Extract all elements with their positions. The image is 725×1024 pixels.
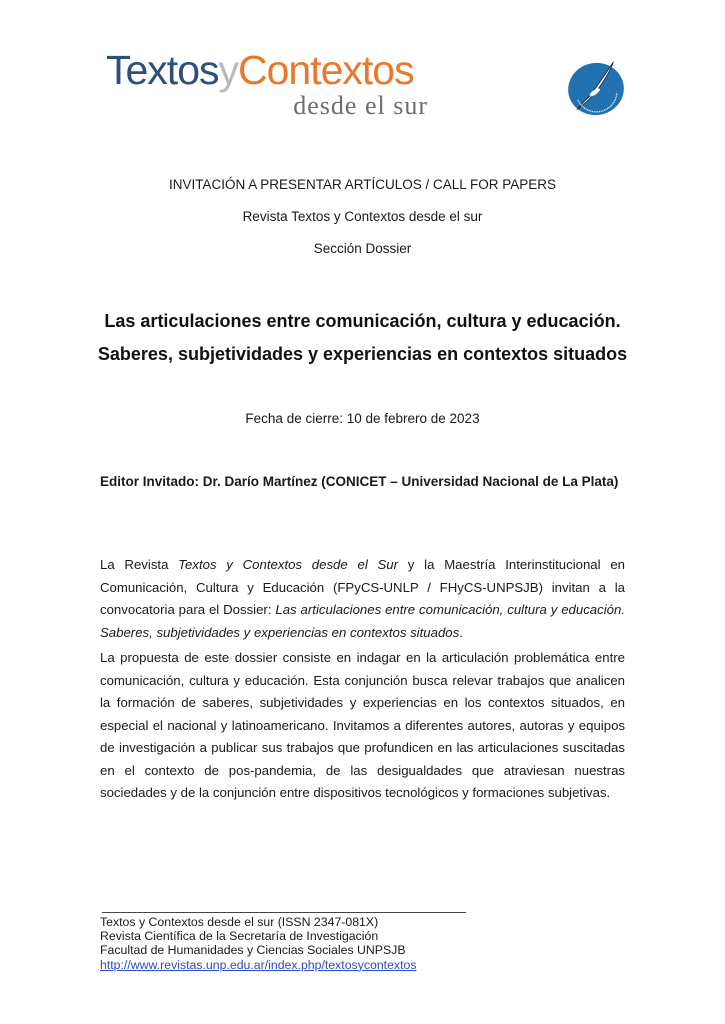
p1-segment-3: y la Maestría Interinstitucional en Comunicación, Cultura y Educación (FPyCS-UNLP / FHyCS-UNPSJB) invitan a la convocatoria para el Dossier: — [100, 557, 625, 617]
journal-logo — [106, 47, 428, 120]
footer-revista-line: Revista Científica de la Secretaría de Investigación — [100, 929, 379, 944]
journal-name-line: Revista Textos y Contextos desde el sur — [242, 209, 483, 224]
footer-block — [100, 915, 416, 972]
p1-segment-5: . — [459, 624, 463, 640]
logo-word-textos: Textos — [106, 47, 219, 93]
journal-url-link[interactable]: http://www.revistas.unp.edu.ar/index.php/textosycontextos — [100, 957, 417, 972]
p1-segment-4-italic: Las articulaciones entre comunicación, cultura y educación. Saberes, subjetividades y experiencias en contextos situados — [100, 602, 625, 640]
footer-facultad-line: Facultad de Humanidades y Ciencias Sociales UNPSJB — [100, 943, 406, 958]
section-dossier-line: Sección Dossier — [313, 241, 412, 256]
deadline-line: Fecha de cierre: 10 de febrero de 2023 — [245, 411, 480, 426]
logo-tagline: desde el sur — [293, 91, 428, 120]
body-paragraph-1 — [100, 554, 625, 644]
footer-divider — [102, 912, 466, 913]
dossier-title: Las articulaciones entre comunicación, cultura y educación. Saberes, subjetividades y experiencias en contextos situados — [97, 311, 628, 364]
footer-issn-line: Textos y Contextos desde el sur (ISSN 2347-081X) — [100, 915, 379, 929]
logo-word-contextos: Contextos — [238, 47, 414, 93]
guest-editor-line: Editor Invitado: Dr. Darío Martínez (CONICET – Universidad Nacional de La Plata) — [100, 474, 619, 489]
call-for-papers-heading: INVITACIÓN A PRESENTAR ARTÍCULOS / CALL FOR PAPERS — [168, 177, 557, 192]
body-paragraph-2: La propuesta de este dossier consiste en indagar en la articulación problemática entre comunicación, cultura y educación. Esta conjunción busca relevar trabajos que analicen la formación de saberes, subjetividades y experiencias en los contextos situados, en especial el nacional y latinoamericano. Invitamos a diferentes autores, autoras y equipos de investigación a publicar sus trabajos que profundicen en las articulaciones suscitadas en el contexto de pos-pandemia, de las desigualdades que atraviesan nuestras sociedades y de la conjunción entre dispositivos tecnológicos y formaciones subjetivas. — [100, 650, 625, 800]
university-albatross-seal-icon — [563, 58, 629, 120]
footer-link-line — [100, 958, 416, 972]
p1-segment-2-italic: Textos y Contextos desde el Sur — [178, 557, 399, 572]
journal-logo-wordmark — [106, 47, 428, 93]
logo-word-y: y — [218, 47, 238, 93]
p1-segment-1: La Revista — [100, 557, 179, 572]
